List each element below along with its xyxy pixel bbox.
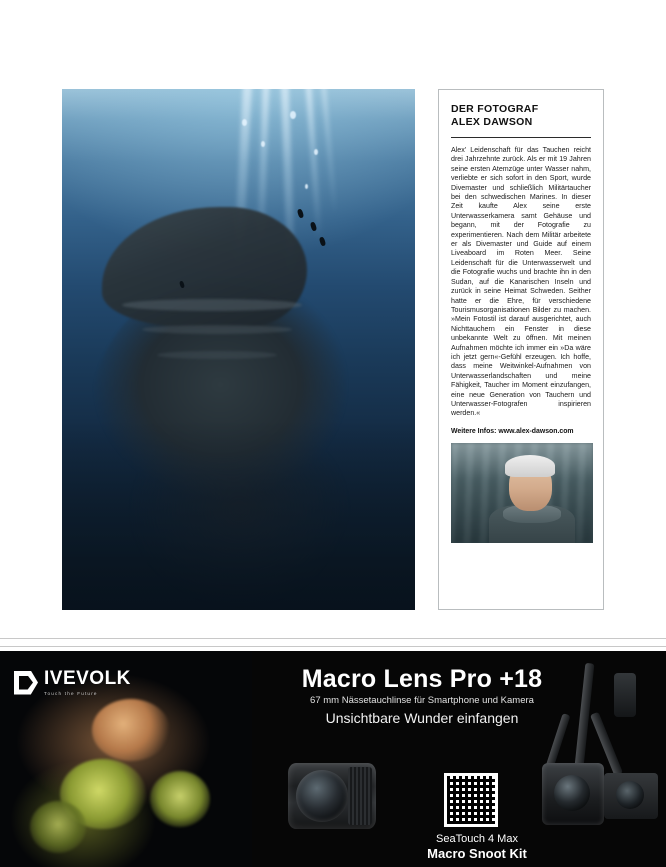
- diver-silhouette: [297, 208, 305, 218]
- photographer-portrait: [451, 443, 593, 543]
- brand-tagline: Touch the Future: [44, 691, 98, 696]
- bubble: [242, 119, 247, 126]
- qr-code-pattern: [447, 776, 495, 824]
- ad-title: Macro Lens Pro +18: [301, 665, 543, 693]
- brand-logo: [14, 669, 131, 696]
- coral-blob: [30, 801, 86, 853]
- page-divider-bottom: [0, 646, 666, 647]
- product-caption-line1: SeaTouch 4 Max: [436, 833, 518, 845]
- camera-rig-product-image: [520, 655, 666, 867]
- infobox-kicker-line2: ALEX DAWSON: [451, 116, 533, 128]
- rock-ledge: [122, 299, 302, 311]
- infobox-body-text: Alex’ Leidenschaft für das Tauchen reicht drei Jahrzehnte zurück. Als er mit 19 Jahren seine ersten Atemzüge unter Wasser nahm, verliebte er sich sofort in den Sport, wurde Divemaster und schließlich Militärtaucher bei den schwedischen Marines. In dieser Zeit kaufte Alex seine erste Unterwasserkamera samt Gehäuse und begann, mit der Fotografie zu experimentieren. Nach dem Militär arbeitete er als Divemaster und Guide auf einem Liveaboard im Roten Meer. Seine Leidenschaft für die Unterwasserwelt und die Fotografie wuchs und brachte ihn in den Sudan, auf die Kanarischen Inseln und zurück in seine Heimat Schweden. Seither hatte er die Ehre, für verschiedene Tourismusorganisationen Bilder zu machen. »Mein Fotostil ist darauf ausgerichtet, auch Nichttauchern ein Fenster in diese unbekannte Welt zu öffnen. Mit meinen Aufnahmen möchte ich immer ein »Da wäre ich jetzt gern«-Gefühl erzeugen. Ich hoffe, dass meine Weitwinkel-Aufnahmen von Unterwasserlandschaften und meine Fähigkeit, Taucher im Moment einzufangen, eine neue Generation von Tauchern und Unterwasser-Fotografen inspirieren werden.«: [451, 146, 591, 418]
- light-ray: [305, 89, 325, 279]
- depth-haze: [62, 420, 415, 610]
- bubble: [314, 149, 318, 155]
- macro-lens-product-image: [288, 763, 376, 829]
- portrait-hair: [505, 455, 555, 477]
- infobox-kicker-line1: DER FOTOGRAF: [451, 103, 539, 115]
- rig-housing: [542, 763, 604, 825]
- rig-camera: [604, 773, 658, 819]
- infobox-link[interactable]: Weitere Infos: www.alex-dawson.com: [451, 427, 574, 435]
- rig-strobe: [614, 673, 636, 717]
- brand-name: IVEVOLK: [44, 668, 131, 689]
- product-caption-line2: Macro Snoot Kit: [427, 846, 527, 861]
- light-ray: [321, 89, 341, 249]
- divevolk-mark-icon: [14, 671, 38, 695]
- rock-ledge: [157, 351, 277, 359]
- page-divider-top: [0, 638, 666, 639]
- divider: [451, 137, 591, 138]
- main-underwater-photo: [62, 89, 415, 610]
- bubble: [261, 141, 265, 147]
- ad-headline-secondary: Unsichtbare Wunder einfangen: [325, 710, 519, 726]
- bubble: [290, 111, 296, 119]
- ad-subtitle: 67 mm Nässetauchlinse für Smartphone und Kamera: [310, 695, 534, 706]
- bubble: [305, 184, 308, 189]
- coral-blob: [150, 771, 210, 827]
- photographer-infobox: [438, 89, 604, 610]
- qr-code-icon[interactable]: [444, 773, 498, 827]
- rig-arm: [546, 713, 571, 769]
- coral-blob: [92, 699, 170, 761]
- rock-ledge: [142, 325, 292, 334]
